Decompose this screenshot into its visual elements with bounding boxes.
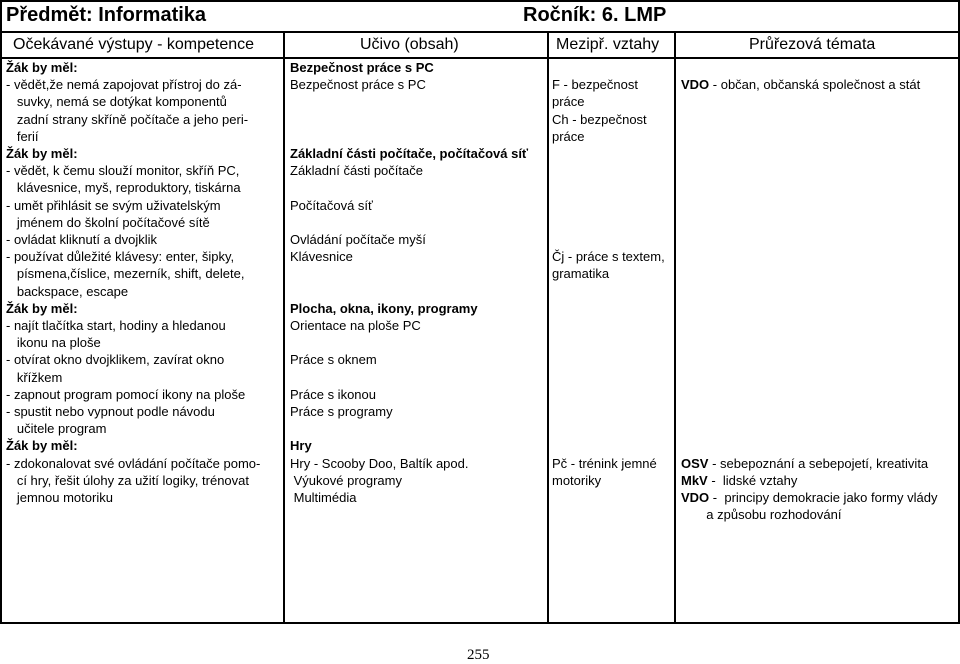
outcome-line: ikonu na ploše <box>6 335 101 351</box>
page-number: 255 <box>467 647 490 663</box>
section-heading: Žák by měl: <box>6 146 78 161</box>
column-header-themes: Průřezová témata <box>749 36 876 53</box>
relation-item: Čj - práce s textem, <box>552 249 665 265</box>
outcome-line: jménem do školní počítačové sítě <box>6 214 210 230</box>
outcome-line: klávesnice, myš, reproduktory, tiskárna <box>6 180 241 196</box>
content-item: Práce s programy <box>290 404 393 419</box>
outcome-line: křížkem <box>6 369 63 385</box>
section-heading: Žák by měl: <box>6 60 78 75</box>
theme-code: VDO <box>681 77 710 93</box>
column-divider <box>547 33 549 624</box>
column-divider <box>674 33 676 624</box>
outcome-line: - najít tlačítka start, hodiny a hledanou <box>6 318 226 333</box>
content-item: Multimédia <box>290 490 357 505</box>
content-item: Ovládání počítače myší <box>290 232 426 247</box>
content-item: Výukové programy <box>290 472 402 488</box>
content-heading: Bezpečnost práce s PC <box>290 60 434 75</box>
theme-code: OSV <box>681 455 709 471</box>
relation-item: práce <box>552 128 585 144</box>
outcome-line: backspace, escape <box>6 283 129 299</box>
outcome-line: - vědět, k čemu slouží monitor, skříň PC, <box>6 163 240 179</box>
table-border-top <box>0 0 960 2</box>
theme-text: - lidské vztahy <box>707 472 798 488</box>
section-heading: Žák by měl: <box>6 300 78 316</box>
grade-title: Ročník: 6. LMP <box>523 4 667 26</box>
content-heading: Hry <box>290 438 312 454</box>
content-item: Práce s ikonou <box>290 386 376 402</box>
column-header-outcomes: Očekávané výstupy - kompetence <box>13 36 255 53</box>
outcome-line: - vědět,že nemá zapojovat přístroj do zá- <box>6 77 242 93</box>
column-divider <box>283 33 285 624</box>
theme-code: VDO <box>681 490 710 505</box>
outcome-line: cí hry, řešit úlohy za užití logiky, trénovat <box>6 472 250 488</box>
relation-item: F - bezpečnost <box>552 77 638 93</box>
theme-text: - občan, občanská společnost a stát <box>709 77 921 93</box>
outcome-line: učitele program <box>6 421 107 437</box>
subject-title: Předmět: Informatika <box>6 4 207 26</box>
theme-item <box>681 455 928 472</box>
column-header-content: Učivo (obsah) <box>360 36 459 53</box>
content-item: Bezpečnost práce s PC <box>290 77 426 93</box>
content-item: Klávesnice <box>290 249 353 265</box>
content-item: Práce s oknem <box>290 352 377 368</box>
theme-item <box>681 472 797 489</box>
content-heading: Základní části počítače, počítačová síť <box>290 146 529 161</box>
theme-text: - principy demokracie jako formy vlády <box>709 490 938 505</box>
table-border-columns <box>0 57 960 59</box>
section-heading: Žák by měl: <box>6 438 78 454</box>
outcome-line: zadní strany skříně počítače a jeho peri- <box>6 111 249 127</box>
outcome-line: - zdokonalovat své ovládání počítače pomo- <box>6 455 261 471</box>
theme-code: MkV <box>681 472 708 488</box>
theme-item <box>681 506 841 523</box>
relation-item: gramatika <box>552 266 610 282</box>
outcome-line: písmena,číslice, mezerník, shift, delete, <box>6 266 245 282</box>
content-item: Hry - Scooby Doo, Baltík apod. <box>290 455 469 471</box>
table-border-left <box>0 0 2 624</box>
outcome-line: - ovládat kliknutí a dvojklik <box>6 232 158 247</box>
relation-item: Pč - trénink jemné <box>552 455 657 471</box>
content-heading: Plocha, okna, ikony, programy <box>290 300 478 316</box>
content-item: Základní části počítače <box>290 163 423 179</box>
outcome-line: - spustit nebo vypnout podle návodu <box>6 404 215 419</box>
outcome-line: - používat důležité klávesy: enter, šipky, <box>6 249 235 265</box>
relation-item: motoriky <box>552 472 602 488</box>
outcome-line: jemnou motoriku <box>6 490 113 505</box>
theme-item <box>681 489 937 506</box>
table-border-header <box>0 31 960 33</box>
relation-item: práce <box>552 94 585 110</box>
content-item: Počítačová síť <box>290 197 373 213</box>
relation-item: Ch - bezpečnost <box>552 111 647 127</box>
theme-item <box>681 76 920 93</box>
outcome-line: suvky, nemá se dotýkat komponentů <box>6 94 227 110</box>
column-header-relations: Mezipř. vztahy <box>556 36 660 53</box>
theme-text: - sebepoznání a sebepojetí, kreativita <box>708 455 929 471</box>
outcome-line: ferií <box>6 128 39 144</box>
outcome-line: - umět přihlásit se svým uživatelským <box>6 197 221 213</box>
theme-text: a způsobu rozhodování <box>681 507 842 523</box>
table-border-bottom <box>0 622 960 624</box>
outcome-line: - otvírat okno dvojklikem, zavírat okno <box>6 352 225 368</box>
outcome-line: - zapnout program pomocí ikony na ploše <box>6 386 246 402</box>
content-item: Orientace na ploše PC <box>290 318 421 333</box>
